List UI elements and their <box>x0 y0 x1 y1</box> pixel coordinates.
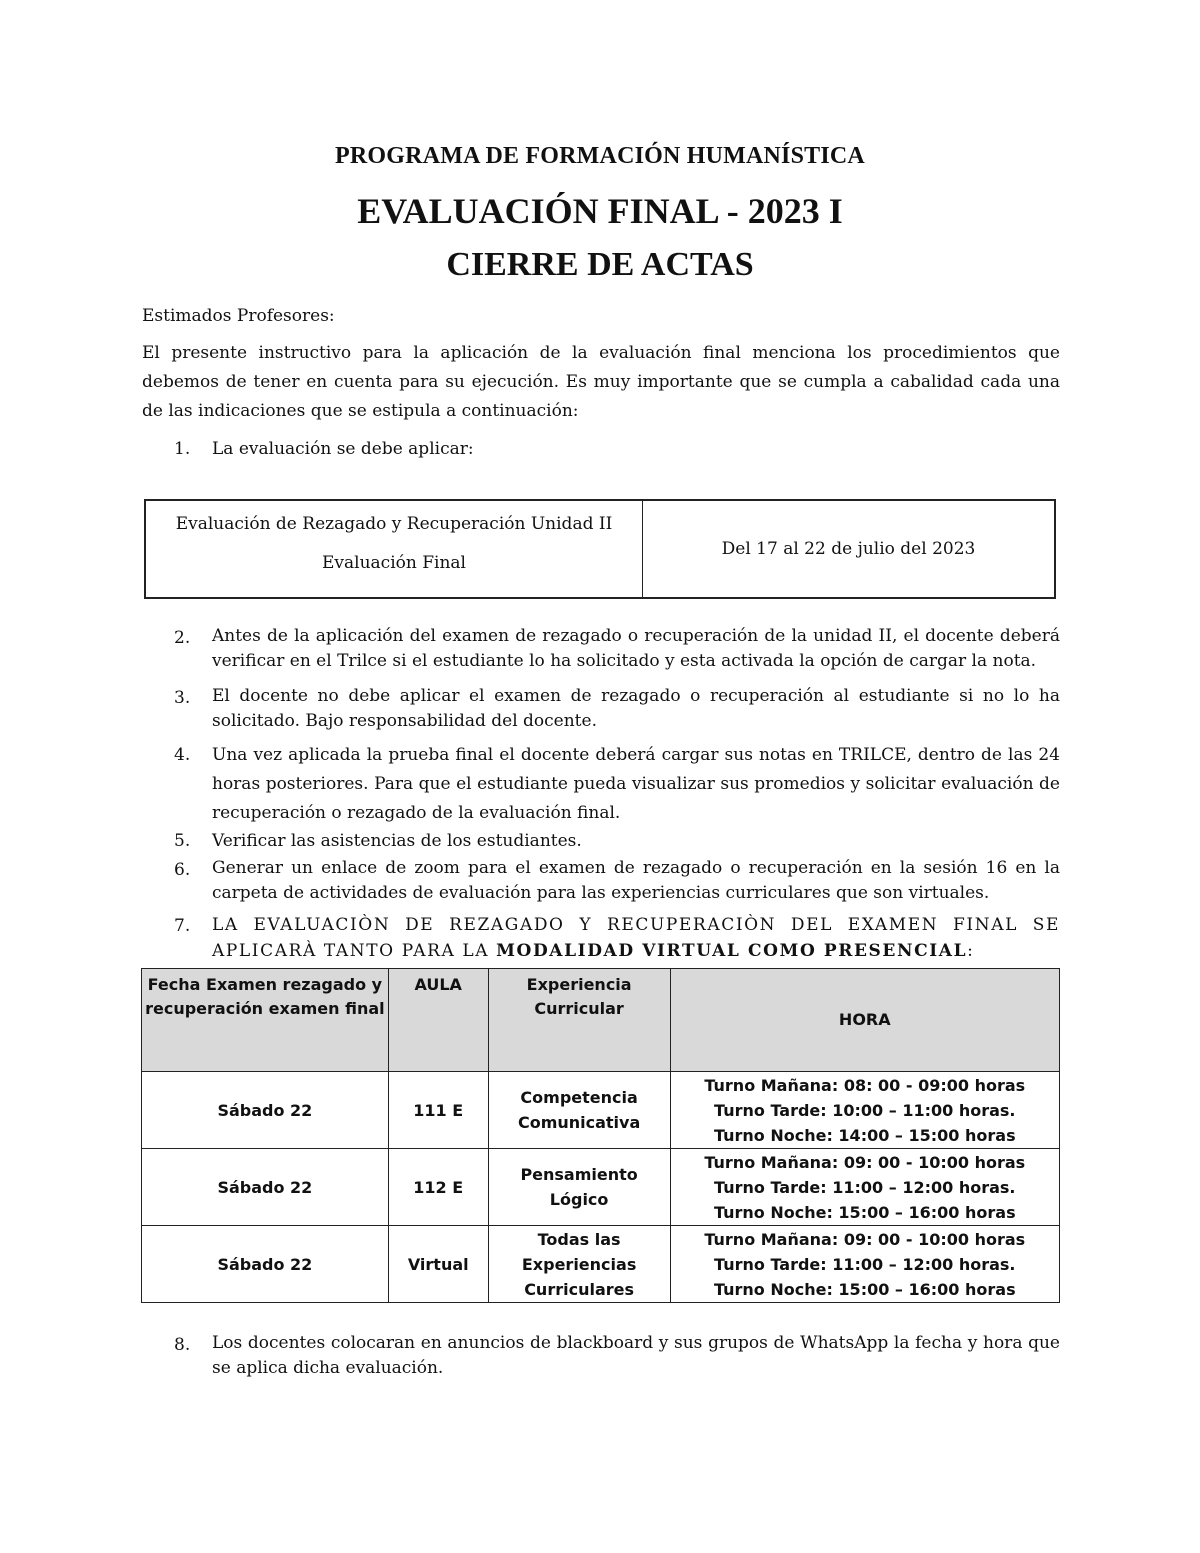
table-row <box>142 1072 1060 1149</box>
list-item-text-end: : <box>967 941 975 961</box>
hora-manana: Turno Mañana: 08: 00 - 09:00 horas <box>704 1075 1026 1095</box>
cell-aula: Virtual <box>388 1226 488 1303</box>
header-hora: HORA <box>670 969 1059 1072</box>
cell-aula: 112 E <box>388 1149 488 1226</box>
list-item-number: 5. <box>174 831 191 851</box>
evaluation-dates-cell: Del 17 al 22 de julio del 2023 <box>721 539 976 559</box>
hora-noche: Turno Noche: 15:00 – 16:00 horas <box>713 1279 1016 1299</box>
list-item-text: Antes de la aplicación del examen de rezagado o recuperación de la unidad II, el docente deberá verificar en el Trilce si el estudiante lo ha solicitado y esta activada la opción de cargar la nota. <box>212 626 1060 671</box>
list-item-text: Una vez aplicada la prueba final el docente deberá cargar sus notas en TRILCE, dentro de las 24 horas posteriores. Para que el estudiante pueda visualizar sus promedios y solicitar evaluación de recuperación o rezagado de la evaluación final. <box>212 745 1060 823</box>
evaluation-type-cell <box>146 501 643 597</box>
list-item-text: El docente no debe aplicar el examen de rezagado o recuperación al estudiante si no lo ha solicitado. Bajo responsabilidad del docente. <box>212 686 1060 731</box>
hora-tarde: Turno Tarde: 10:00 – 11:00 horas. <box>714 1100 1016 1120</box>
hora-manana: Turno Mañana: 09: 00 - 10:00 horas <box>704 1152 1026 1172</box>
program-heading: PROGRAMA DE FORMACIÓN HUMANÍSTICA <box>335 143 865 169</box>
list-item-number: 6. <box>174 860 191 880</box>
hora-manana: Turno Mañana: 09: 00 - 10:00 horas <box>704 1229 1026 1249</box>
cell-fecha: Sábado 22 <box>142 1072 389 1149</box>
cell-hora <box>670 1226 1059 1303</box>
list-item-text-plain: LA EVALUACIÒN DE REZAGADO Y RECUPERACIÒN DEL EXAMEN FINAL SE APLICARÀ TANTO PARA LA <box>212 915 1060 961</box>
list-item-number: 4. <box>174 745 191 765</box>
list-item-text-bold: MODALIDAD VIRTUAL COMO PRESENCIAL <box>496 941 968 961</box>
list-item-text: Los docentes colocaran en anuncios de blackboard y sus grupos de WhatsApp la fecha y hora que se aplica dicha evaluación. <box>212 1333 1060 1378</box>
hora-tarde: Turno Tarde: 11:00 – 12:00 horas. <box>714 1254 1016 1274</box>
evaluation-type-line2: Evaluación Final <box>322 553 466 573</box>
cell-aula: 111 E <box>388 1072 488 1149</box>
list-item-number: 1. <box>174 439 191 459</box>
cell-fecha: Sábado 22 <box>142 1149 389 1226</box>
greeting: Estimados Profesores: <box>142 306 335 326</box>
page-subtitle: CIERRE DE ACTAS <box>446 246 754 283</box>
list-item-number: 8. <box>174 1335 191 1355</box>
cell-experiencia: Todas las Experiencias Curriculares <box>488 1226 670 1303</box>
intro-paragraph: El presente instructivo para la aplicación de la evaluación final menciona los procedimientos que debemos de tener en cuenta para su ejecución. Es muy importante que se cumpla a cabalidad cada una de las indicaciones que se estipula a continuación: <box>142 343 1060 421</box>
schedule-summary-table <box>144 499 1056 599</box>
hora-noche: Turno Noche: 14:00 – 15:00 horas <box>713 1125 1016 1145</box>
cell-hora <box>670 1072 1059 1149</box>
list-item-text: La evaluación se debe aplicar: <box>212 439 474 459</box>
hora-noche: Turno Noche: 15:00 – 16:00 horas <box>713 1202 1016 1222</box>
list-item-text: Verificar las asistencias de los estudiantes. <box>212 831 582 851</box>
table-header-row <box>142 969 1060 1072</box>
page-title: EVALUACIÓN FINAL - 2023 I <box>357 191 843 231</box>
cell-hora <box>670 1149 1059 1226</box>
header-experiencia: Experiencia Curricular <box>488 969 670 1072</box>
list-item-number: 3. <box>174 688 191 708</box>
cell-fecha: Sábado 22 <box>142 1226 389 1303</box>
list-item-number: 7. <box>174 916 191 936</box>
header-fecha: Fecha Examen rezagado y recuperación examen final <box>142 969 389 1072</box>
table-row <box>142 1149 1060 1226</box>
hora-tarde: Turno Tarde: 11:00 – 12:00 horas. <box>714 1177 1016 1197</box>
list-item-number: 2. <box>174 628 191 648</box>
table-row <box>142 1226 1060 1303</box>
cell-experiencia: Pensamiento Lógico <box>488 1149 670 1226</box>
list-item-text <box>212 912 1060 964</box>
header-aula: AULA <box>388 969 488 1072</box>
list-item-text: Generar un enlace de zoom para el examen de rezagado o recuperación en la sesión 16 en la carpeta de actividades de evaluación para las experiencias curriculares que son virtuales. <box>212 858 1060 903</box>
evaluation-type-line1: Evaluación de Rezagado y Recuperación Unidad II <box>175 514 613 534</box>
exam-schedule-table <box>141 968 1060 1303</box>
cell-experiencia: Competencia Comunicativa <box>488 1072 670 1149</box>
